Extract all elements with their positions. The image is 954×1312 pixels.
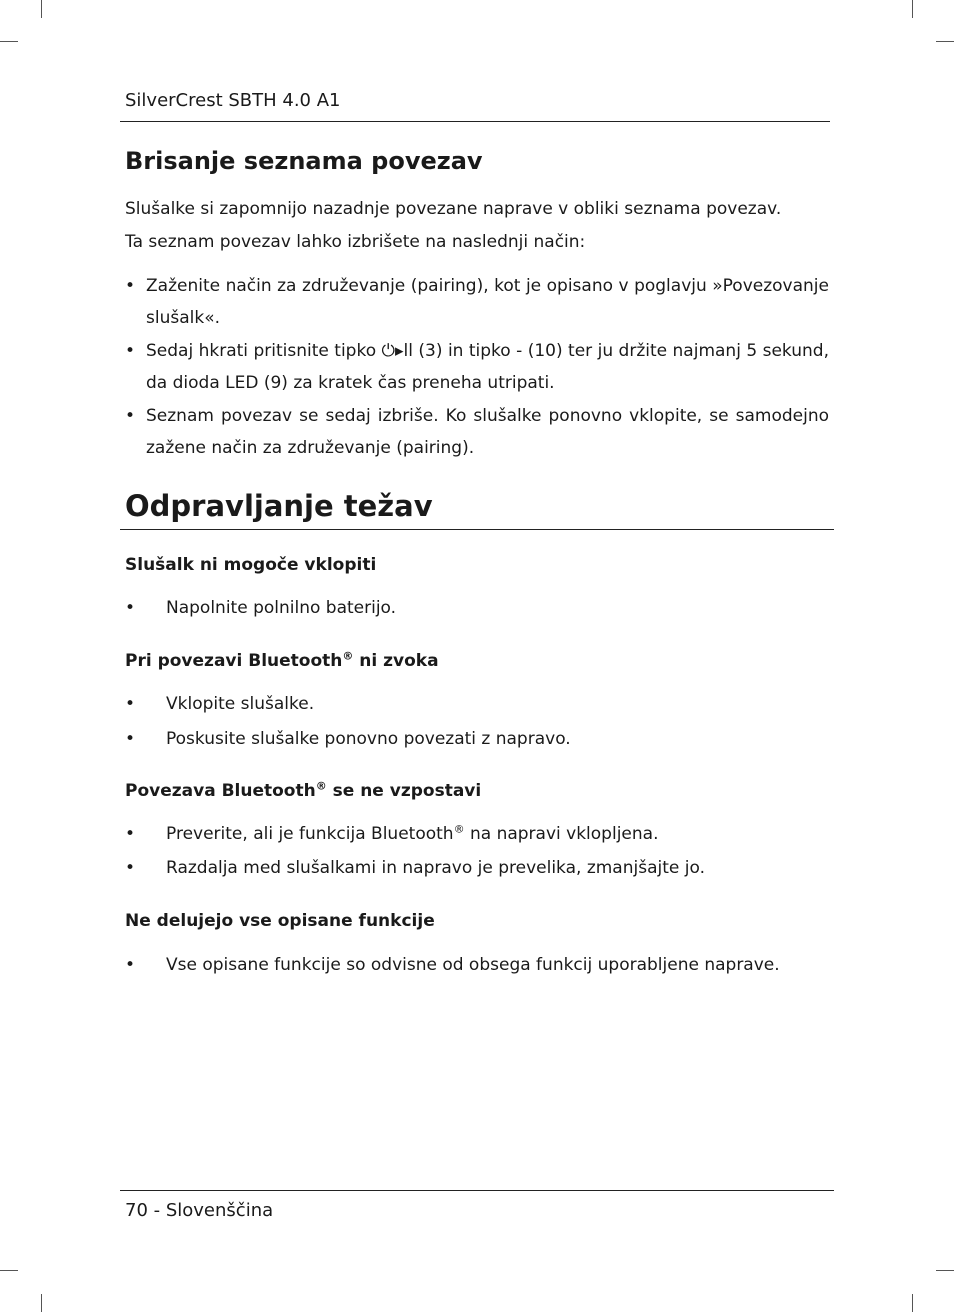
subheading-no-sound: Pri povezavi Bluetooth® ni zvoka	[125, 649, 439, 671]
list-item	[125, 335, 829, 399]
crop-mark	[0, 41, 18, 42]
registered-mark: ®	[315, 779, 327, 793]
chapter-title: Odpravljanje težav	[125, 489, 433, 523]
crop-mark	[936, 1270, 954, 1271]
crop-mark	[41, 1294, 42, 1312]
bullet-icon: •	[125, 729, 136, 749]
play-pause-power-icon: ⏻▸ll	[381, 341, 413, 361]
list-item-text: Sedaj hkrati pritisnite tipko ⏻▸ll (3) in tipko - (10) ter ju držite najmanj 5 sekund, da dioda LED (9) za kratek čas preneha utripati.	[146, 341, 829, 393]
crop-mark	[0, 1270, 18, 1271]
intro-paragraph	[125, 193, 829, 259]
registered-mark: ®	[342, 649, 354, 663]
crop-mark	[912, 1294, 913, 1312]
intro-line: Ta seznam povezav lahko izbrišete na naslednji način:	[125, 232, 586, 252]
registered-mark: ®	[453, 822, 465, 836]
clear-steps-list	[125, 270, 829, 465]
list-item-text: Poskusite slušalke ponovno povezati z napravo.	[166, 729, 571, 749]
bullet-icon: •	[125, 824, 136, 844]
bullet-icon: •	[125, 955, 136, 975]
list-item	[125, 270, 829, 334]
bullet-icon: •	[125, 406, 136, 426]
list-item-text: Zaženite način za združevanje (pairing), kot je opisano v poglavju »Povezovanje slušalk«.	[146, 276, 829, 328]
footer-rule	[120, 1190, 834, 1191]
section-heading-clear-list: Brisanje seznama povezav	[125, 147, 483, 175]
subheading-no-power: Slušalk ni mogoče vklopiti	[125, 555, 377, 575]
crop-mark	[912, 0, 913, 18]
subheading-functions: Ne delujejo vse opisane funkcije	[125, 911, 435, 931]
bullet-icon: •	[125, 598, 136, 618]
bullet-icon: •	[125, 694, 136, 714]
bullet-icon: •	[125, 341, 136, 361]
crop-mark	[41, 0, 42, 18]
bullet-icon: •	[125, 858, 136, 878]
running-header: SilverCrest SBTH 4.0 A1	[125, 90, 341, 111]
page-number: 70 - Slovenščina	[125, 1200, 274, 1221]
header-rule	[120, 121, 830, 122]
crop-mark	[936, 41, 954, 42]
list-item-text: Vse opisane funkcije so odvisne od obsega funkcij uporabljene naprave.	[166, 955, 780, 975]
list-item-text: Seznam povezav se sedaj izbriše. Ko slušalke ponovno vklopite, se samodejno zažene način za združevanje (pairing).	[146, 406, 829, 458]
list-item-text: Vklopite slušalke.	[166, 694, 315, 714]
subheading-no-connection: Povezava Bluetooth® se ne vzpostavi	[125, 779, 482, 801]
bullet-icon: •	[125, 276, 136, 296]
list-item-text: Preverite, ali je funkcija Bluetooth® na napravi vklopljena.	[166, 822, 659, 844]
intro-line: Slušalke si zapomnijo nazadnje povezane naprave v obliki seznama povezav.	[125, 199, 782, 219]
list-item	[125, 400, 829, 464]
chapter-rule	[120, 529, 834, 530]
list-item-text: Razdalja med slušalkami in napravo je prevelika, zmanjšajte jo.	[166, 858, 705, 878]
list-item-text: Napolnite polnilno baterijo.	[166, 598, 397, 618]
